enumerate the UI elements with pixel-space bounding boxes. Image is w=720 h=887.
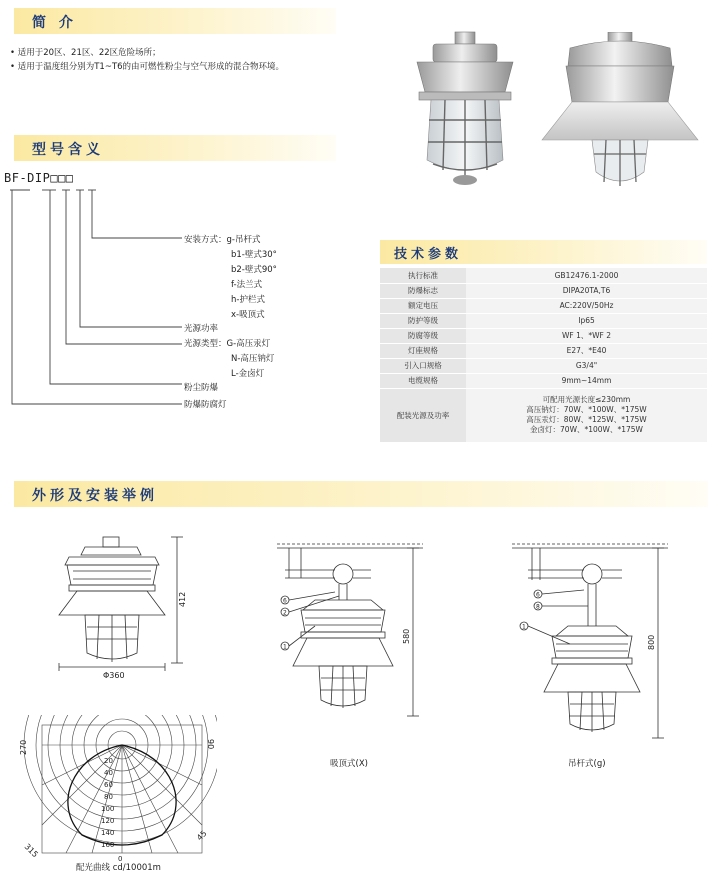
spec-value: Ip65 bbox=[466, 313, 707, 328]
polar-tick-40: 40 bbox=[104, 769, 113, 777]
callout-1-g: 1 bbox=[522, 623, 526, 631]
install-section-bar bbox=[14, 481, 708, 507]
intro-line-1: • 适用于20区、21区、22区危险场所； bbox=[10, 48, 161, 58]
table-row bbox=[380, 313, 707, 328]
table-row bbox=[380, 268, 707, 283]
spec-value: GB12476.1-2000 bbox=[466, 268, 707, 283]
spec-table bbox=[380, 268, 707, 443]
spec-key: 配装光源及功率 bbox=[380, 388, 466, 442]
polar-tick-60: 60 bbox=[104, 781, 113, 789]
spec-value: AC:220V/50Hz bbox=[466, 298, 707, 313]
ceiling-mount-drawing bbox=[275, 540, 425, 750]
product-photo-reflector-lamp bbox=[540, 32, 700, 194]
polar-tick-120: 120 bbox=[101, 817, 115, 825]
light-distribution-caption: 配光曲线 cd/10001m bbox=[76, 863, 161, 873]
spec-key: 灯座规格 bbox=[380, 343, 466, 358]
install-h-label: h-护栏式 bbox=[231, 295, 265, 305]
source-l-label: L-金卤灯 bbox=[231, 369, 265, 379]
source-line-4: 金卤灯：70W、*100W、*175W bbox=[530, 425, 643, 434]
table-row bbox=[380, 358, 707, 373]
angle-270: 270 bbox=[19, 739, 28, 755]
polar-tick-140: 140 bbox=[101, 829, 115, 837]
callout-1: 1 bbox=[283, 643, 287, 651]
product-photo-cage-lamp bbox=[405, 30, 525, 195]
outline-drawing bbox=[55, 535, 195, 685]
spec-key: 电缆规格 bbox=[380, 373, 466, 388]
angle-45: 45 bbox=[195, 828, 209, 843]
dim-height-580: 580 bbox=[402, 628, 411, 644]
dim-diameter: Φ360 bbox=[103, 671, 125, 680]
table-row bbox=[380, 388, 707, 442]
model-section-bar bbox=[14, 135, 336, 161]
polar-tick-100: 100 bbox=[101, 805, 115, 813]
caption-ceiling-mount: 吸顶式(X) bbox=[330, 759, 368, 769]
angle-315: 315 bbox=[22, 842, 40, 860]
source-line-1: 可配用光源长度≤230mm bbox=[542, 395, 631, 404]
spec-key: 额定电压 bbox=[380, 298, 466, 313]
polar-zero: 0 bbox=[118, 855, 123, 863]
intro-line-2: • 适用于温度组分别为T1~T6的由可燃性粉尘与空气形成的混合物环境。 bbox=[10, 62, 285, 72]
install-b1-label: b1-壁式30° bbox=[231, 250, 277, 260]
spec-value: DIPA20TA,T6 bbox=[466, 283, 707, 298]
model-code: BF-DIP□□□ bbox=[4, 171, 74, 185]
polar-tick-80: 80 bbox=[104, 793, 113, 801]
intro-title: 简 介 bbox=[32, 15, 77, 31]
spec-value-multiline bbox=[466, 388, 707, 442]
polar-tick-160: 160 bbox=[101, 841, 115, 849]
spec-key: 执行标准 bbox=[380, 268, 466, 283]
pendant-mount-drawing bbox=[510, 540, 670, 755]
table-row bbox=[380, 343, 707, 358]
source-type-label: 光源类型：G-高压汞灯 bbox=[184, 339, 271, 349]
table-row bbox=[380, 373, 707, 388]
spec-value: E27、*E40 bbox=[466, 343, 707, 358]
spec-value: WF 1、*WF 2 bbox=[466, 328, 707, 343]
callout-8: 8 bbox=[536, 603, 540, 611]
intro-section-bar bbox=[14, 8, 336, 34]
spec-value: G3/4" bbox=[466, 358, 707, 373]
spec-key: 引入口规格 bbox=[380, 358, 466, 373]
source-line-2: 高压钠灯：70W、*100W、*175W bbox=[526, 405, 647, 414]
power-label: 光源功率 bbox=[184, 324, 219, 334]
source-line-3: 高压汞灯：80W、*125W、*175W bbox=[526, 415, 647, 424]
source-n-label: N-高压钠灯 bbox=[231, 354, 275, 364]
dim-height-800: 800 bbox=[647, 634, 656, 650]
dim-height-412: 412 bbox=[178, 591, 187, 607]
callout-6: 6 bbox=[283, 597, 287, 605]
anticorrosion-label: 防爆防腐灯 bbox=[184, 400, 227, 410]
spec-section-bar bbox=[380, 240, 707, 264]
callout-6-g: 6 bbox=[536, 591, 540, 599]
caption-pendant-mount: 吊杆式(g) bbox=[568, 759, 606, 769]
table-row bbox=[380, 298, 707, 313]
model-title: 型号含义 bbox=[32, 142, 104, 158]
spec-key: 防爆标志 bbox=[380, 283, 466, 298]
spec-key: 防护等级 bbox=[380, 313, 466, 328]
spec-key: 防腐等级 bbox=[380, 328, 466, 343]
angle-90: 90 bbox=[206, 739, 215, 750]
intro-text bbox=[10, 46, 284, 74]
callout-2: 2 bbox=[283, 609, 287, 617]
install-x-label: x-吸顶式 bbox=[231, 310, 265, 320]
spec-value: 9mm~14mm bbox=[466, 373, 707, 388]
spec-title: 技术参数 bbox=[394, 247, 463, 262]
table-row bbox=[380, 328, 707, 343]
install-b2-label: b2-壁式90° bbox=[231, 265, 277, 275]
install-method-label: 安装方式：g-吊杆式 bbox=[184, 235, 261, 245]
table-row bbox=[380, 283, 707, 298]
install-f-label: f-法兰式 bbox=[231, 280, 263, 290]
dustproof-label: 粉尘防爆 bbox=[184, 383, 219, 393]
install-title: 外形及安装举例 bbox=[32, 488, 158, 504]
polar-tick-20: 20 bbox=[104, 757, 113, 765]
model-tree-lines bbox=[0, 180, 200, 410]
